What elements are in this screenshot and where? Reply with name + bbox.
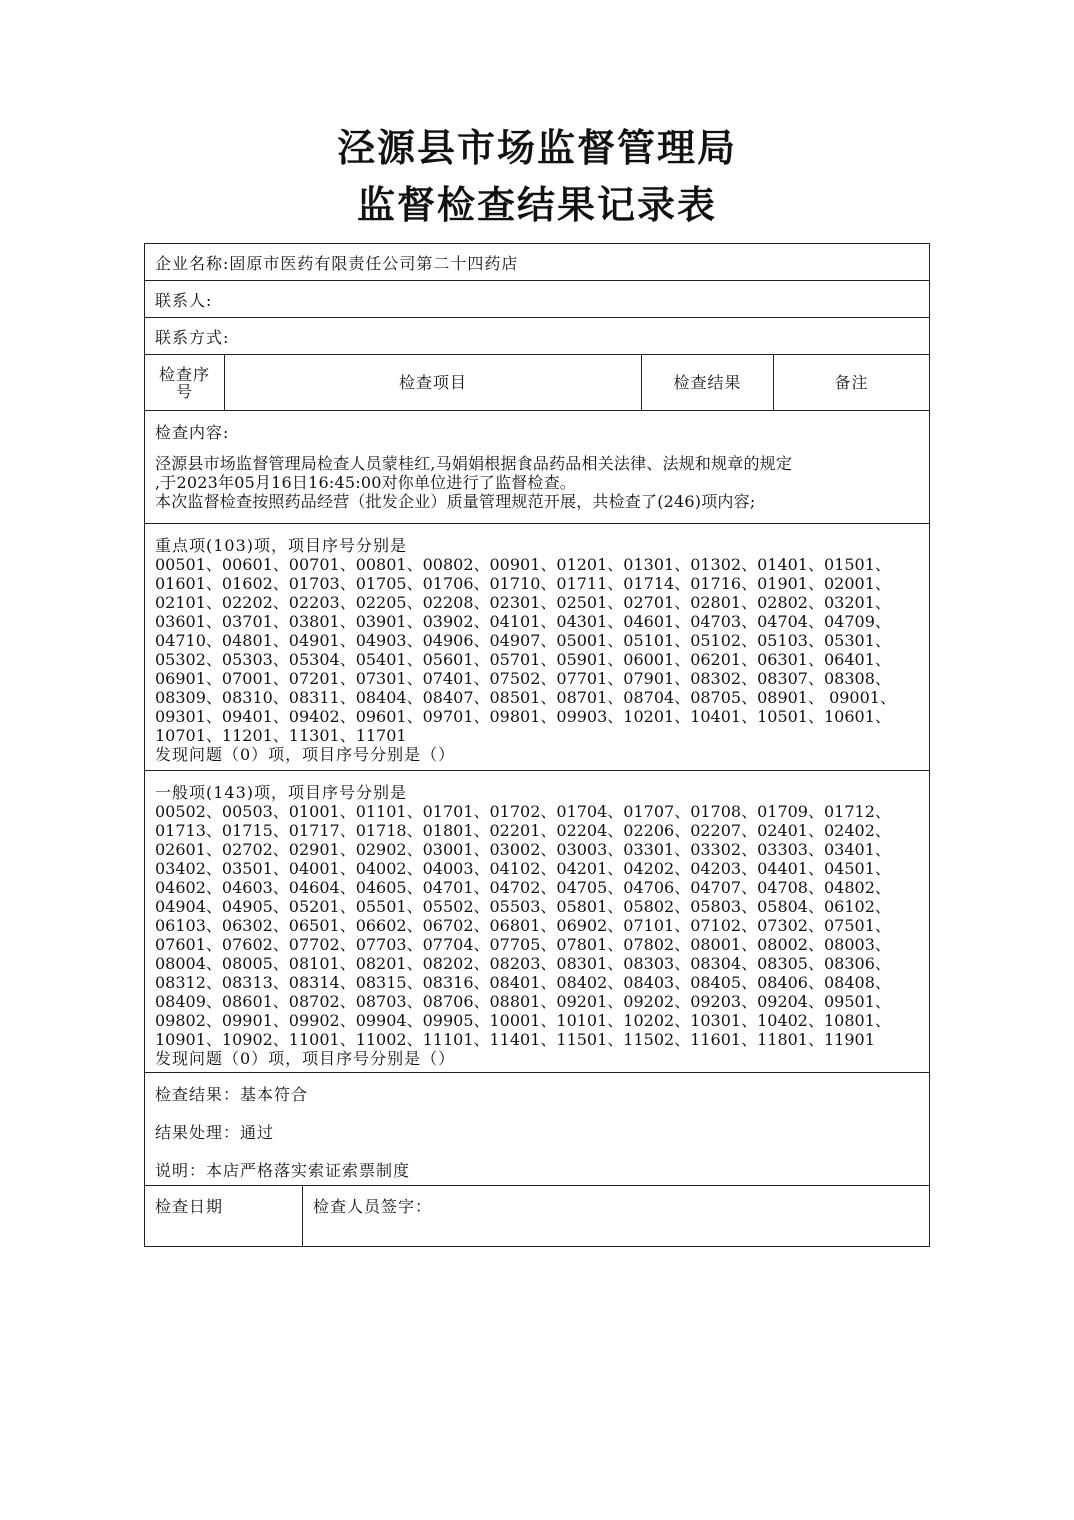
header-inspection-no: 检查序号 [158, 364, 210, 401]
key-items-code-line: 06901、07001、07201、07301、07401、07502、07701、07901、08302、08307、08308、 [155, 669, 891, 688]
inspection-result-text: 检查结果：基本符合 [155, 1085, 309, 1104]
key-items-code-line: 05302、05303、05304、05401、05601、05701、05901、06001、06201、06301、06401、 [155, 650, 891, 669]
general-items-code-line: 08004、08005、08101、08201、08202、08203、08301、08303、08304、08305、08306、 [155, 954, 891, 973]
record-table [144, 243, 930, 1247]
general-items-code-line: 06103、06302、06501、06602、06702、06801、06902、07101、07102、07302、07501、 [155, 916, 891, 935]
general-items-code-line: 02601、02702、02901、02902、03001、03002、03003、03301、03302、03303、03401、 [155, 840, 891, 859]
key-items-issues: 发现问题（0）项，项目序号分别是（） [155, 745, 456, 764]
content-line: ,于2023年05月16日16:45:00对你单位进行了监督检查。 [155, 473, 576, 492]
contact-method-row [145, 318, 929, 355]
key-items-code-line: 01601、01602、01703、01705、01706、01710、01711、01714、01716、01901、02001、 [155, 574, 891, 593]
company-name-row [145, 244, 929, 281]
general-items-code-line: 04904、04905、05201、05501、05502、05503、05801、05802、05803、05804、06102、 [155, 897, 891, 916]
table-header-row [145, 355, 929, 411]
header-inspection-result: 检查结果 [641, 355, 773, 410]
header-note: 备注 [773, 355, 929, 410]
company-name-text: 企业名称:固原市医药有限责任公司第二十四药店 [155, 254, 519, 273]
key-items-code-line: 09301、09401、09402、09601、09701、09801、09903、10201、10401、10501、10601、 [155, 707, 891, 726]
general-items-code-line: 03402、03501、04001、04002、04003、04102、04201、04202、04203、04401、04501、 [155, 859, 891, 878]
key-items-heading: 重点项(103)项，项目序号分别是 [155, 536, 408, 555]
general-items-code-line: 07601、07602、07702、07703、07704、07705、07801、07802、08001、08002、08003、 [155, 935, 891, 954]
page-title-agency: 泾源县市场监督管理局 [336, 125, 737, 170]
general-items-issues: 发现问题（0）项，项目序号分别是（） [155, 1049, 456, 1068]
general-items-row [145, 771, 929, 1073]
general-items-code-line: 10901、10902、11001、11002、11101、11401、11501、11502、11601、11801、11901 [155, 1030, 875, 1049]
key-items-code-line: 08309、08310、08311、08404、08407、08501、08701、08704、08705、08901、 09001、 [155, 688, 896, 707]
inspection-date-cell [145, 1186, 302, 1246]
key-items-code-line: 00501、00601、00701、00801、00802、00901、01201、01301、01302、01401、01501、 [155, 555, 891, 574]
page-title-form: 监督检查结果记录表 [356, 182, 717, 227]
key-items-code-line: 10701、11201、11301、11701 [155, 726, 407, 745]
inspector-signature-label: 检查人员签字： [313, 1197, 433, 1216]
general-items-code-line: 08409、08601、08702、08703、08706、08801、09201、09202、09203、09204、09501、 [155, 992, 891, 1011]
general-items-code-line: 08312、08313、08314、08315、08316、08401、08402、08403、08405、08406、08408、 [155, 973, 891, 992]
general-items-code-line: 00502、00503、01001、01101、01701、01702、01704、01707、01708、01709、01712、 [155, 802, 891, 821]
key-items-row [145, 524, 929, 771]
key-items-code-line: 04710、04801、04901、04903、04906、04907、05001、05101、05102、05103、05301、 [155, 631, 891, 650]
contact-person-row [145, 281, 929, 318]
inspection-content-row [145, 411, 929, 524]
key-items-code-line: 03601、03701、03801、03901、03902、04101、04301、04601、04703、04704、04709、 [155, 612, 891, 631]
content-line: 泾源县市场监督管理局检查人员蒙桂红,马娟娟根据食品药品相关法律、法规和规章的规定 [155, 454, 793, 473]
key-items-code-line: 02101、02202、02203、02205、02208、02301、02501、02701、02801、02802、03201、 [155, 593, 891, 612]
general-items-heading: 一般项(143)项，项目序号分别是 [155, 783, 408, 802]
inspection-content-paragraph [155, 454, 929, 511]
general-items-code-line: 04602、04603、04604、04605、04701、04702、04705、04706、04707、04708、04802、 [155, 878, 891, 897]
inspector-signature-cell [302, 1186, 929, 1246]
contact-person-text: 联系人: [155, 291, 213, 310]
general-items-code-line: 01713、01715、01717、01718、01801、02201、02204、02206、02207、02401、02402、 [155, 821, 891, 840]
general-items-code-line: 09802、09901、09902、09904、09905、10001、10101、10202、10301、10402、10801、 [155, 1011, 891, 1030]
inspection-result-row [145, 1073, 929, 1186]
content-line: 本次监督检查按照药品经营（批发企业）质量管理规范开展，共检查了(246)项内容; [155, 492, 756, 511]
explanation-text: 说明：本店严格落实索证索票制度 [155, 1161, 411, 1180]
result-handling-text: 结果处理：通过 [155, 1123, 275, 1142]
signature-row [145, 1186, 929, 1247]
header-inspection-item: 检查项目 [224, 355, 641, 410]
contact-method-text: 联系方式: [155, 328, 230, 347]
inspection-date-label: 检查日期 [155, 1197, 224, 1216]
inspection-content-label: 检查内容: [155, 423, 230, 442]
